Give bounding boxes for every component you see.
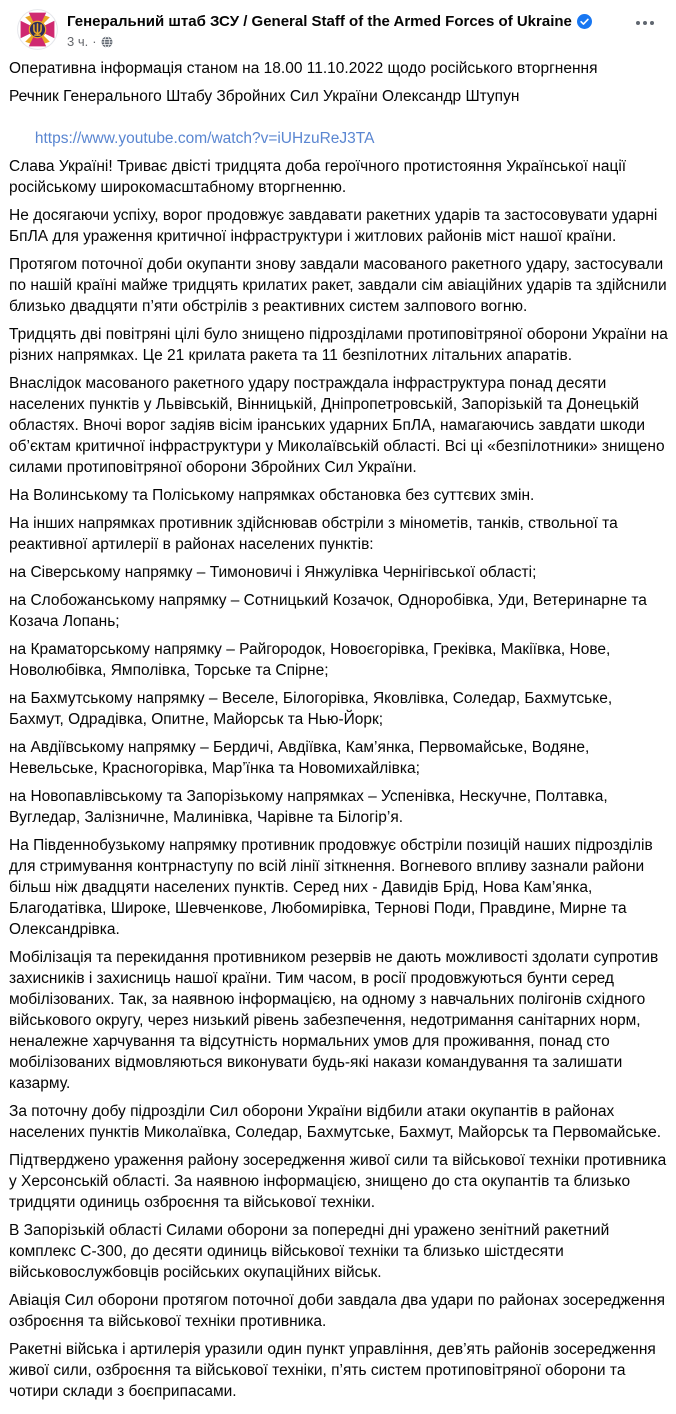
youtube-link[interactable]: https://www.youtube.com/watch?v=iUHzuReJ3TA (34, 130, 375, 147)
globe-public-icon (101, 36, 113, 48)
post-paragraph: В Запорізькій області Силами оборони за попередні дні уражено зенітний ракетний комплекс С-300, до десяти одиниць військової техніки та близько шістдесяти військовослужбовців російських окупаційних військ. (9, 1222, 614, 1281)
header-info (67, 9, 630, 50)
post-paragraph: Тридцять дві повітряні цілі було знищено підрозділами протиповітряної оборони України на різних напрямках. Це 21 крилата ракета та 11 безпілотних літальних апаратів. (9, 326, 673, 364)
post-content (0, 52, 676, 1414)
post-paragraph-direction: на Бахмутському напрямку – Веселе, Білогорівка, Яковлівка, Соледар, Бахмутське, Бахмут, Одрадівка, Опитне, Майорськ та Нью-Йорк; (9, 690, 617, 728)
page-avatar[interactable] (17, 9, 58, 50)
three-dots-menu-icon (650, 21, 654, 25)
post-paragraph: Мобілізація та перекидання противником резервів не дають можливості здолати супротив захисників і захисниць нашої країни. Тим часом, в росії продовжуються бунти серед мобілізованих. Так, за наявною інформацією, на одному з навчальних полігонів східного військового округу, через низький рівень забезпечення, недотримання санітарних норм, неналежне харчування та відсутність нормальних умов для проживання, понад сто мобілізованих відмовляються виконувати будь-які накази командування та залишати казарму. (9, 949, 663, 1092)
post-paragraph: Підтверджено ураження району зосередження живої сили та військової техніки противника у Херсонській області. За наявною інформацією, знищено до ста окупантів та близько тридцяти одиниць озброєння та військової техніки. (9, 1152, 671, 1211)
post-paragraph-direction: на Сіверському напрямку – Тимоновичі і Янжулівка Чернігівської області; (9, 564, 537, 581)
post-paragraph: На Волинському та Поліському напрямках обстановка без суттєвих змін. (9, 487, 535, 504)
post-paragraph: Протягом поточної доби окупанти знову завдали масованого ракетного удару, застосували по нашій країні майже тридцять крилатих ракет, завдали сім авіаційних ударів та здійснили близько двадцяти п’яти обстрілів з реактивних систем залпового вогню. (9, 256, 671, 315)
post-paragraph: Не досягаючи успіху, ворог продовжує завдавати ракетних ударів та застосовувати ударні БпЛА для ураження критичної інфраструктури і житлових районів міст нашої країни. (9, 207, 662, 245)
post-paragraph-direction: на Краматорському напрямку – Райгородок, Новоєгорівка, Греківка, Макіївка, Нове, Новолюбівка, Ямполівка, Торське та Спірне; (9, 641, 615, 679)
post-header (0, 0, 676, 52)
post-paragraph: За поточну добу підрозділи Сил оборони України відбили атаки окупантів в районах населених пунктів Миколаївка, Соледар, Бахмутське, Бахмут, Майорськ та Первомайське. (9, 1103, 662, 1141)
post-paragraph: Слава Україні! Триває двісті тридцята доба героїчного протистояння Української нації російському широкомасштабному вторгненню. (9, 158, 631, 196)
page-name[interactable]: Генеральний штаб ЗСУ / General Staff of the Armed Forces of Ukraine (67, 13, 572, 30)
post-paragraph: На Південнобузькому напрямку противник продовжує обстріли позицій наших підрозділів для стримування контрнаступу по всій лінії зіткнення. Вогневого впливу зазнали райони більш ніж двадцяти населених пунктів. Серед них - Давидів Брід, Нова Кам’янка, Благодатівка, Широке, Шевченкове, Любомирівка, Тернові Поди, Правдине, Мирне та Олександрівка. (9, 837, 658, 938)
post-options-button[interactable] (630, 9, 660, 33)
post-paragraph-direction: на Новопавлівському та Запорізькому напрямках – Успенівка, Нескучне, Полтавка, Вугледар, Залізничне, Малинівка, Чарівне та Білогір’я. (9, 788, 612, 826)
post-paragraph (9, 86, 668, 149)
post-paragraph-direction: на Авдіївському напрямку – Бердичі, Авдіївка, Кам’янка, Первомайське, Водяне, Невельське, Красногорівка, Мар’їнка та Новомихайлівка; (9, 739, 594, 777)
post-paragraph: Внаслідок масованого ракетного удару постраждала інфраструктура понад десяти населених пунктів у Львівській, Вінницькій, Дніпропетровській, Запорізькій та Донецькій областях. Вночі ворог задіяв вісім іранських ударних БпЛА, намагаючись завдати шкоди об’єктам критичної інфраструктури у Миколаївській області. Всі ці «безпілотники» знищено силами протиповітряної оборони Збройних Сил України. (9, 375, 669, 476)
post-timestamp[interactable]: 3 ч. (67, 34, 89, 49)
post-meta (67, 34, 630, 50)
post-paragraph: Оперативна інформація станом на 18.00 11.10.2022 щодо російського вторгнення (9, 60, 598, 77)
verified-badge-icon (577, 14, 592, 29)
post-paragraph: Авіація Сил оборони протягом поточної доби завдала два удари по районах зосередження озброєння та військової техніки противника. (9, 1292, 670, 1330)
three-dots-menu-icon (636, 21, 640, 25)
meta-separator: · (92, 34, 97, 49)
general-staff-emblem-icon (17, 9, 58, 50)
post-paragraph-direction: на Слобожанському напрямку – Сотницький Козачок, Одноробівка, Уди, Ветеринарне та Козача Лопань; (9, 592, 652, 630)
post-paragraph: Ракетні війська і артилерія уразили один пункт управління, дев’ять районів зосередження живої сили, озброєння та військової техніки, п’ять систем протиповітряної оборони та чотири склади з боєприпасами. (9, 1341, 661, 1400)
three-dots-menu-icon (643, 21, 647, 25)
spokesperson-line: Речник Генерального Штабу Збройних Сил України Олександр Штупун (9, 88, 520, 105)
post-paragraph: На інших напрямках противник здійснював обстріли з мінометів, танків, ствольної та реактивної артилерії в районах населених пунктів: (9, 515, 623, 553)
